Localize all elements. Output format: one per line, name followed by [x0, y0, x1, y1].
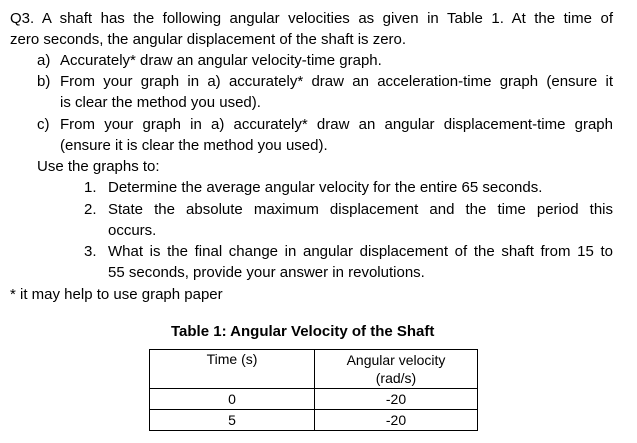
footnote: * it may help to use graph paper — [10, 286, 223, 303]
use-graphs-heading: Use the graphs to: — [37, 158, 160, 175]
part-c-line-2: (ensure it is clear the method you used). — [60, 137, 328, 154]
task-2-label: 2. — [84, 201, 97, 218]
table-row — [150, 389, 478, 410]
angular-velocity-table — [149, 349, 478, 431]
table-row — [150, 410, 478, 431]
header-angular-velocity — [315, 350, 478, 389]
part-a-line-1: Accurately* draw an angular velocity-time graph. — [60, 52, 382, 69]
cell-time: 0 — [150, 389, 315, 410]
part-a-label: a) — [37, 52, 51, 69]
part-b-line-1: From your graph in a) accurately* draw an acceleration-time graph (ensure it — [60, 73, 613, 90]
question-intro-line-2: zero seconds, the angular displacement of the shaft is zero. — [10, 31, 407, 48]
task-3-line-1: What is the final change in angular displacement of the shaft from 15 to — [108, 243, 613, 260]
task-3-label: 3. — [84, 243, 97, 260]
question-intro-line-1: Q3. A shaft has the following angular velocities as given in Table 1. At the time of — [10, 10, 613, 27]
task-1-label: 1. — [84, 179, 97, 196]
task-2-line-2: occurs. — [108, 222, 157, 239]
table-header-row — [150, 350, 478, 389]
table-title: Table 1: Angular Velocity of the Shaft — [171, 323, 435, 340]
header-time: Time (s) — [150, 350, 315, 389]
cell-time: 5 — [150, 410, 315, 431]
part-c-label: c) — [37, 116, 50, 133]
cell-velocity: -20 — [315, 389, 478, 410]
task-2-line-1: State the absolute maximum displacement and the time period this — [108, 201, 613, 218]
part-b-label: b) — [37, 73, 51, 90]
cell-velocity: -20 — [315, 410, 478, 431]
task-3-line-2: 55 seconds, provide your answer in revolutions. — [108, 264, 425, 281]
part-b-line-2: is clear the method you used). — [60, 94, 261, 111]
header-angular-velocity-unit: (rad/s) — [375, 370, 417, 386]
part-c-line-1: From your graph in a) accurately* draw an angular displacement-time graph — [60, 116, 613, 133]
task-1-line-1: Determine the average angular velocity for the entire 65 seconds. — [108, 179, 543, 196]
header-angular-velocity-label: Angular velocity — [346, 352, 446, 368]
